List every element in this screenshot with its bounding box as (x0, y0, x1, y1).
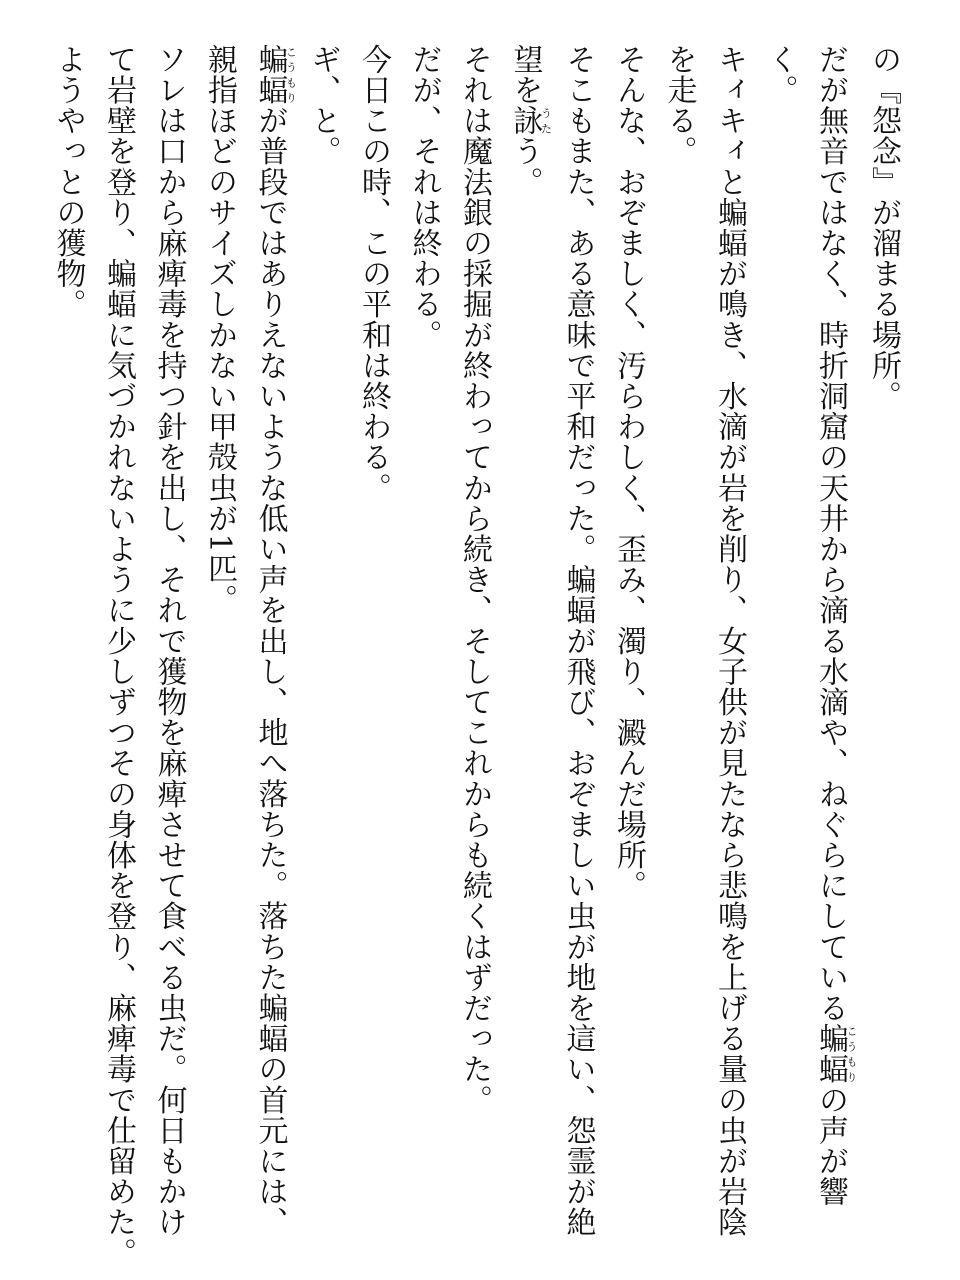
text-line: ソレは口から麻痺毒を持つ針を出し、それで獲物を麻痺させて食べる虫だ。何日もかけ (151, 44, 187, 1238)
text-line: そんな、おぞましく、汚らわしく、歪み、濁り、澱んだ場所。 (611, 44, 646, 901)
text-line: の『怨念』が溜まる場所。 (866, 44, 901, 412)
text-line: く。 (762, 44, 798, 106)
text-line: そこもまた、ある意味で平和だった。蝙蝠が飛び、おぞましい虫が地を這い、怨霊が絶 (560, 44, 596, 1238)
text-line: キィキィと蝙蝠が鳴き、水滴が岩を削り、女子供が見たなら悲鳴を上げる量の虫が岩陰 (712, 44, 747, 1238)
text-line: ギ、と。 (305, 44, 341, 167)
text-line: 親指ほどのサイズしかない甲殻虫が1匹。 (202, 44, 237, 615)
text-line: それは魔法銀の採掘が終わってから続き、そしてこれからも続くはずだった。 (457, 44, 492, 1115)
vertical-text-block (42, 44, 908, 1268)
text-line: 今日この時、この平和は終わる。 (356, 44, 391, 503)
text-line: だが無音ではなく、時折洞窟の天井から滴る水滴や、ねぐらにしている蝙蝠こうもりの声が響 (813, 44, 858, 1207)
text-line: を走る。 (661, 44, 697, 167)
text-line: て岩壁を登り、蝙蝠に気づかれないように少しずつその身体を登り、麻痺毒で仕留めた。 (101, 44, 136, 1268)
furigana-ruby: 詠うた (507, 105, 553, 136)
text-line: 望を詠うたう。 (507, 44, 553, 198)
furigana-ruby: 蝙蝠こうもり (813, 1023, 858, 1085)
text-line: 蝙蝠こうもりが普段ではありえないような低い声を出し、地へ落ちた。落ちた蝙蝠の首元には、 (252, 44, 298, 1238)
text-line: だが、それは終わる。 (406, 44, 442, 350)
text-line: ようやっとの獲物。 (50, 44, 86, 320)
furigana-ruby: 蝙蝠こうもり (252, 44, 298, 106)
